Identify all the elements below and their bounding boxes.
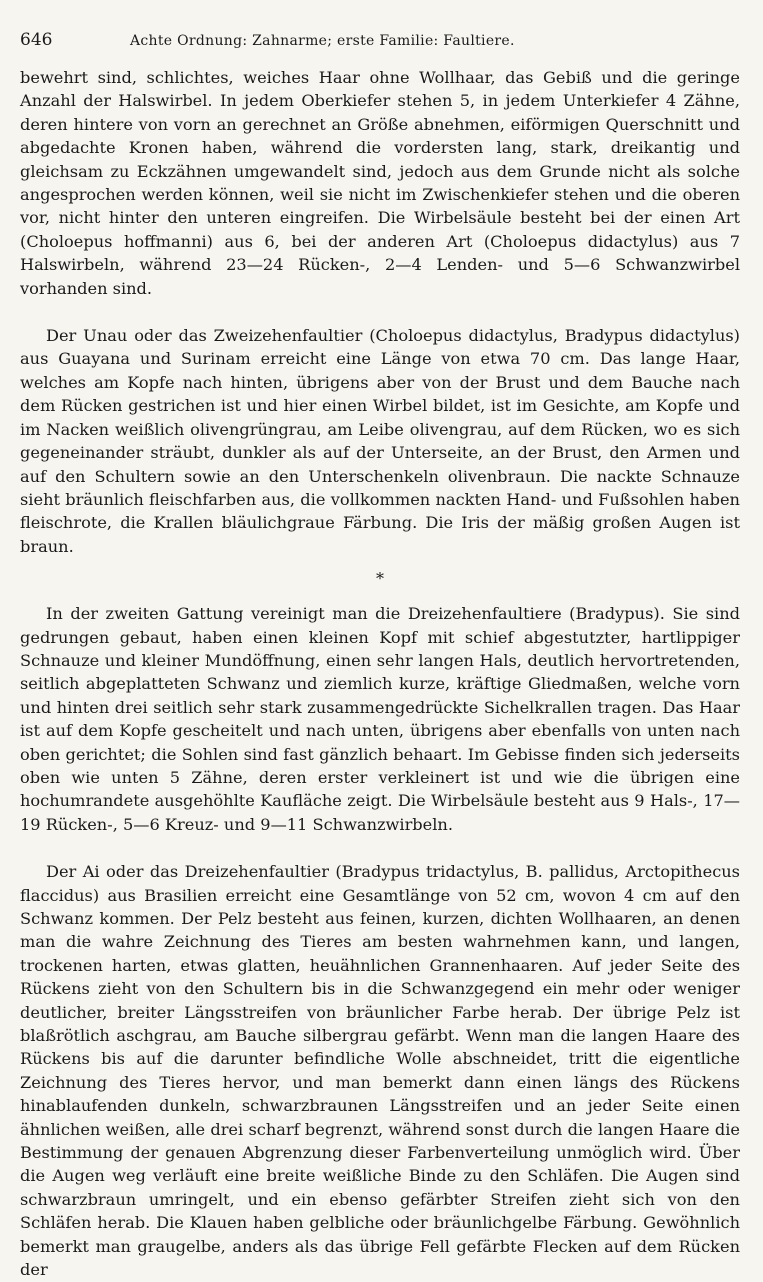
running-head: Achte Ordnung: Zahnarme; erste Familie: Faultiere. xyxy=(130,33,515,49)
paragraph-ai: Der Ai oder das Dreizehenfaultier (Bradypus tridactylus, B. pallidus, Arctopithecus flaccidus) aus Brasilien erreicht eine Gesamtlänge von 52 cm, wovon 4 cm auf den Schwanz kommen. Der Pelz besteht aus feinen, kurzen, dichten Wollhaaren, an denen man die wahre Zeichnung des Tieres am besten wahrnehmen kann, und langen, trockenen harten, etwas glatten, heuähnlichen Grannenhaaren. Auf jeder Seite des Rückens zieht von den Schultern bis in die Schwanzgegend ein mehr oder weniger deutlicher, breiter Längsstreifen von bräunlicher Farbe herab. Der übrige Pelz ist blaßrötlich aschgrau, am Bauche silbergrau gefärbt. Wenn man die langen Haare des Rückens bis auf die darunter befindliche Wolle abschneidet, tritt die eigentliche Zeichnung des Tieres hervor, und man bemerkt dann einen längs des Rückens hinablaufenden dunkeln, schwarzbraunen Längsstreifen und an jeder Seite einen ähnlichen weißen, alle drei scharf begrenzt, während sonst durch die langen Haare die Bestimmung der genauen Abgrenzung dieser Farbenverteilung unmöglich wird. Über die Augen weg verläuft eine breite weißliche Binde zu den Schläfen. Die Augen sind schwarzbraun umringelt, und ein ebenso gefärbter Streifen zieht sich von den Schläfen herab. Die Klauen haben gelbliche oder bräunlichgelbe Färbung. Gewöhnlich bemerkt man graugelbe, anders als das übrige Fell gefärbte Flecken auf dem Rücken der xyxy=(20,862,740,1280)
paragraph-unau: Der Unau oder das Zweizehenfaultier (Choloepus didactylus, Bradypus didactylus) aus Guayana und Surinam erreicht eine Länge von etwa 70 cm. Das lange Haar, welches am Kopfe nach hinten, übrigens aber von der Brust und dem Bauche nach dem Rücken gestrichen ist und hier einen Wirbel bildet, ist im Gesichte, am Kopfe und im Nacken weißlich olivengrüngrau, am Leibe olivengrau, auf dem Rücken, wo es sich gegeneinander sträubt, dunkler als auf der Unterseite, an der Brust, den Armen und auf den Schultern sowie an den Unterschenkeln olivenbraun. Die nackte Schnauze sieht bräunlich fleischfarben aus, die vollkommen nackten Hand- und Fußsohlen haben fleischrote, die Krallen bläulichgraue Färbung. Die Iris der mäßig großen Augen ist braun. xyxy=(20,326,740,556)
page-header xyxy=(20,30,740,60)
paragraph-gap xyxy=(20,836,740,860)
paragraph-anatomy: bewehrt sind, schlichtes, weiches Haar ohne Wollhaar, das Gebiß und die geringe Anzahl der Halswirbel. In jedem Oberkiefer stehen 5, in jedem Unterkiefer 4 Zähne, deren hintere von vorn an gerechnet an Größe abnehmen, eiförmigen Querschnitt und abgedachte Kronen haben, während die vordersten lang, stark, dreikantig und gleichsam zu Eckzähnen umgewandelt sind, jedoch aus dem Grunde nicht als solche angesprochen werden können, weil sie nicht im Zwischenkiefer stehen und die oberen vor, nicht hinter den unteren eingreifen. Die Wirbelsäule besteht bei der einen Art (Choloepus hoffmanni) aus 6, bei der anderen Art (Choloepus didactylus) aus 7 Halswirbeln, während 23—24 Rücken-, 2—4 Lenden- und 5—6 Schwanzwirbel vorhanden sind. xyxy=(20,68,740,298)
paragraph-gap xyxy=(20,300,740,324)
book-page xyxy=(20,30,740,1282)
page-number: 646 xyxy=(20,30,53,50)
paragraph-bradypus-genus: In der zweiten Gattung vereinigt man die Dreizehenfaultiere (Bradypus). Sie sind gedrungen gebaut, haben einen kleinen Kopf mit schief abgestutzter, hartlippiger Schnauze und kleiner Mundöffnung, einen sehr langen Hals, deutlich hervortretenden, seitlich abgeplatteten Schwanz und ziemlich kurze, kräftige Gliedmaßen, welche vorn und hinten drei seitlich sehr stark zusammengedrückte Sichelkrallen tragen. Das Haar ist auf dem Kopfe gescheitelt und nach unten, übrigens aber ebenfalls von unten nach oben gerichtet; die Sohlen sind fast gänzlich behaart. Im Gebisse finden sich jederseits oben wie unten 5 Zähne, deren erster verkleinert ist und wie die übrigen eine hochumrandete ausgehöhlte Kaufläche zeigt. Die Wirbelsäule besteht aus 9 Hals-, 17—19 Rücken-, 5—6 Kreuz- und 9—11 Schwanzwirbeln. xyxy=(20,604,740,834)
section-divider-asterisk: * xyxy=(376,569,384,589)
